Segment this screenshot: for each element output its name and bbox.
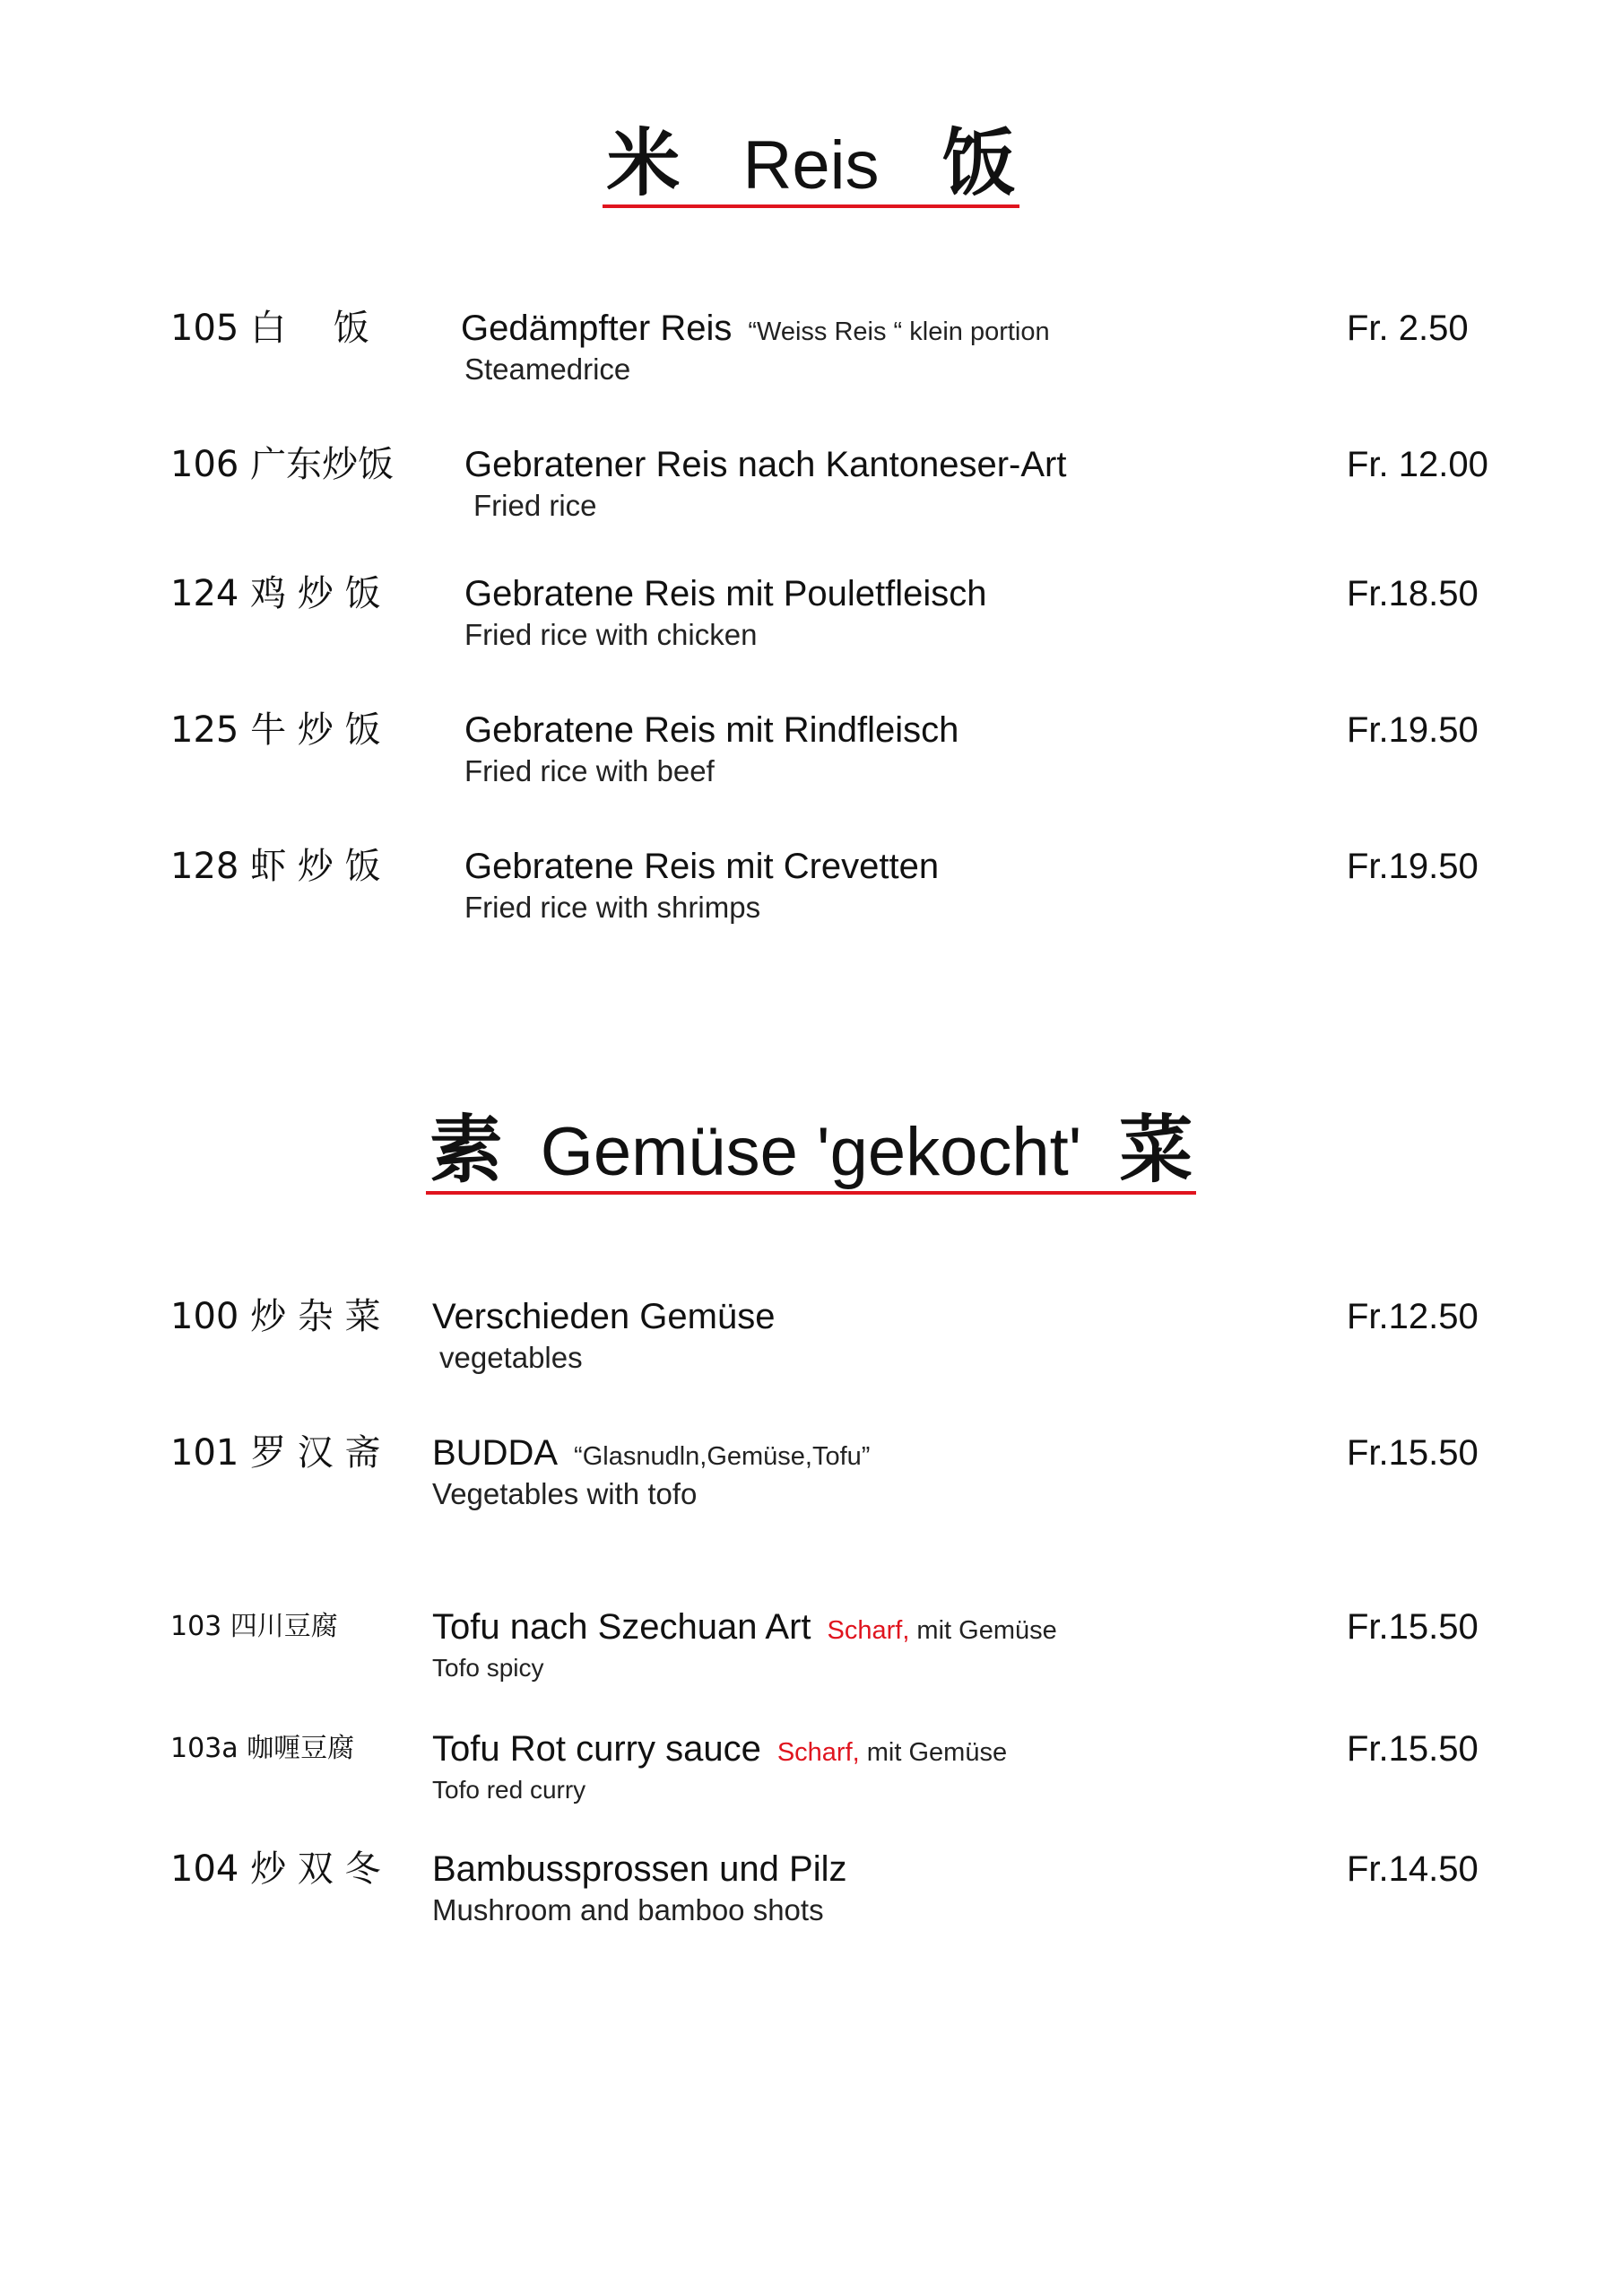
item-translation: Tofo red curry [432,1776,586,1804]
item-name: Gebratener Reis nach Kantoneser-Art [464,445,1067,484]
spicy-label: Scharf, [776,1738,860,1767]
item-note-text: “Weiss Reis “ klein portion [748,317,1050,346]
item-code: 104 炒 双 冬 [170,1848,381,1890]
item-code [170,1727,354,1770]
spicy-label: Scharf, [827,1616,910,1645]
item-code: 100 炒 杂 菜 [170,1296,381,1337]
item-name-line [464,709,958,760]
menu-item [0,307,1622,405]
title-cjk-left: 米 [606,121,681,206]
menu-item [0,1295,1622,1394]
title-cjk-left: 素 [429,1108,503,1193]
item-code-text: 103 四川豆腐 [170,1611,338,1642]
item-price: Fr. 2.50 [1347,309,1469,348]
menu-item [0,1605,1622,1704]
item-name: BUDDA [432,1433,559,1473]
item-name: Gebratene Reis mit Crevetten [464,847,940,886]
item-name-line [432,1848,846,1899]
item-note-text: “Glasnudln,Gemüse,Tofu” [574,1442,871,1471]
item-code [170,1605,338,1648]
menu-item [0,709,1622,807]
title-cjk-right: 菜 [1119,1108,1193,1193]
section-title-gemuese [0,1108,1622,1195]
menu-item [0,1727,1622,1826]
item-price: Fr.12.50 [1347,1297,1479,1336]
item-price: Fr.19.50 [1347,710,1479,750]
item-translation: Fried rice with shrimps [464,891,761,924]
item-name: Tofu Rot curry sauce [432,1729,761,1769]
item-name: Gedämpfter Reis [461,309,733,348]
item-name: Gebratene Reis mit Rindfleisch [464,710,959,750]
item-name-line [461,307,1050,358]
title-latin: Reis [742,127,880,204]
item-note-text: mit Gemüse [909,1616,1057,1645]
item-code: 106 广东炒饭 [170,444,395,485]
item-name: Tofu nach Szechuan Art [432,1607,811,1647]
menu-item [0,845,1622,944]
item-name: Bambussprossen und Pilz [432,1849,847,1889]
item-price: Fr.14.50 [1347,1849,1479,1889]
item-code-text: 103a 咖喱豆腐 [170,1733,355,1764]
item-price: Fr.18.50 [1347,574,1479,613]
item-note [574,1442,870,1471]
item-translation: vegetables [439,1341,583,1374]
section-title-underline [603,121,1019,208]
item-translation: Fried rice with beef [464,754,715,787]
item-translation: Steamedrice [464,352,631,386]
item-price: Fr.15.50 [1347,1729,1479,1769]
section-title-underline [426,1108,1197,1195]
menu-item [0,443,1622,542]
item-translation: Mushroom and bamboo shots [432,1893,824,1926]
item-note-text: mit Gemüse [859,1738,1008,1767]
item-note [777,1738,1007,1767]
item-code: 101 罗 汉 斋 [170,1432,381,1474]
item-price: Fr. 12.00 [1347,445,1488,484]
section-title-reis [0,121,1622,208]
item-note [748,317,1049,346]
item-code: 125 牛 炒 饭 [170,709,381,751]
title-cjk-right: 饭 [941,121,1016,206]
item-translation: Fried rice with chicken [464,618,758,651]
item-name-line [432,1727,1007,1779]
item-name-line [432,1431,870,1483]
item-code: 124 鸡 炒 饭 [170,573,381,614]
item-name: Gebratene Reis mit Pouletfleisch [464,574,987,613]
menu-item [0,1431,1622,1530]
item-code: 128 虾 炒 饭 [170,846,381,887]
item-name-line [464,845,939,896]
item-name-line [464,572,987,623]
menu-item [0,1848,1622,1946]
item-name: Verschieden Gemüse [432,1297,776,1336]
item-note [828,1616,1057,1645]
item-name-line [432,1295,775,1346]
menu-item [0,572,1622,671]
item-translation: Tofo spicy [432,1654,544,1682]
item-price: Fr.19.50 [1347,847,1479,886]
item-price: Fr.15.50 [1347,1607,1479,1647]
item-name-line [432,1605,1057,1657]
item-price: Fr.15.50 [1347,1433,1479,1473]
item-translation: Vegetables with tofo [432,1477,698,1510]
item-translation: Fried rice [473,489,597,522]
item-code: 105 白 饭 [170,308,369,349]
title-latin: Gemüse 'gekocht' [540,1114,1082,1190]
item-name-line [464,443,1066,494]
